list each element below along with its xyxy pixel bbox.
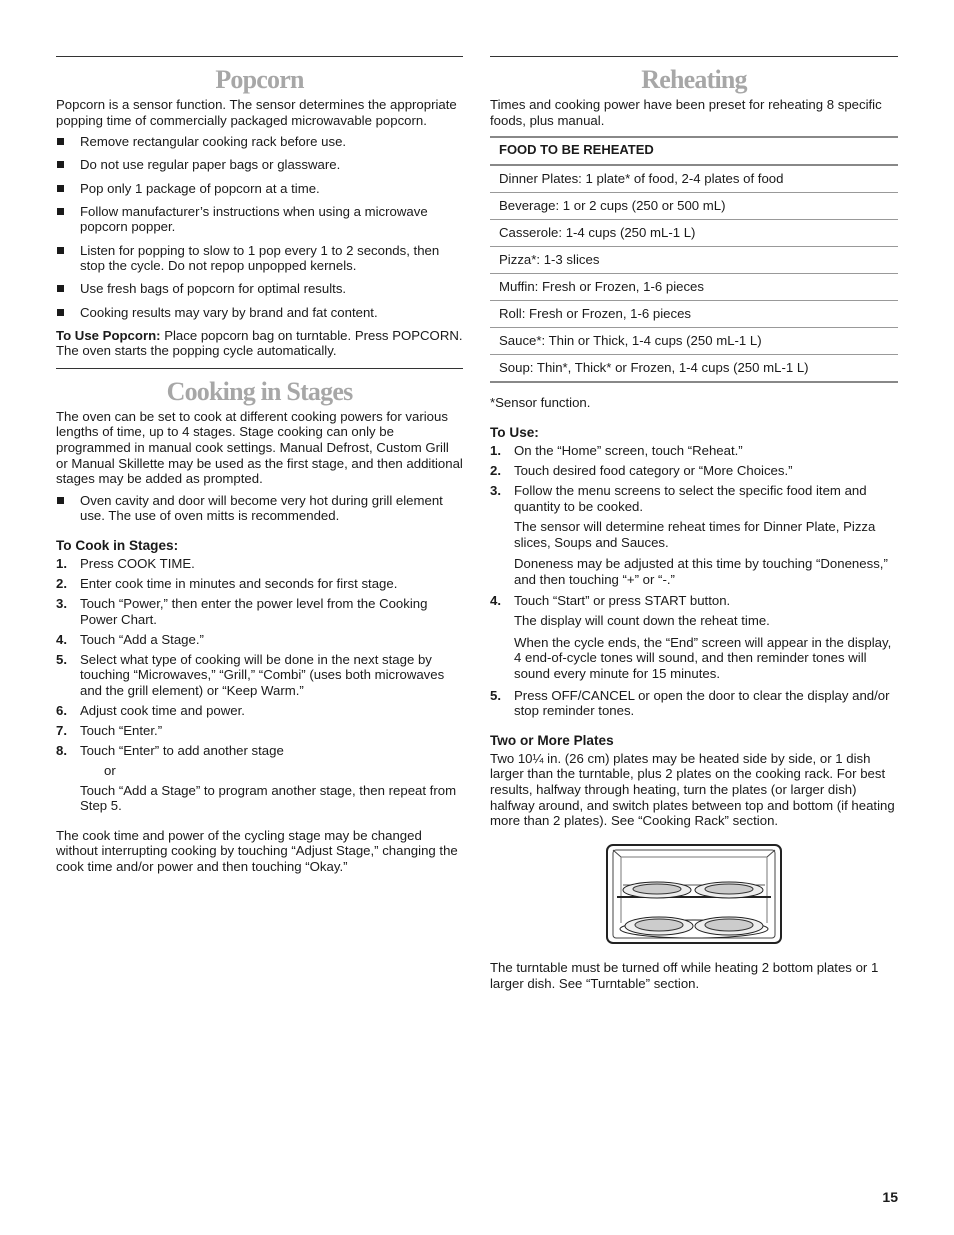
section-rule: [56, 368, 463, 369]
bullet-item: Oven cavity and door will become very hot during grill element use. The use of oven mitts is recommended.: [56, 493, 463, 524]
popcorn-title: Popcorn: [215, 65, 304, 94]
page-number: 15: [882, 1189, 898, 1205]
popcorn-use: [56, 328, 463, 359]
popcorn-use-label: To Use Popcorn:: [56, 327, 161, 343]
stages-title: Cooking in Stages: [166, 376, 353, 406]
plates-heading: Two or More Plates: [490, 732, 614, 748]
popcorn-intro: Popcorn is a sensor function. The sensor determines the appropriate popping time of commercially packaged microwavable popcorn.: [56, 97, 457, 128]
table-row: Sauce*: Thin or Thick, 1-4 cups (250 mL-1 L): [490, 327, 898, 354]
stages-heading: To Cook in Stages:: [56, 538, 179, 554]
table-row: Pizza*: 1-3 slices: [490, 246, 898, 273]
stages-steps: [56, 556, 463, 758]
reheating-intro: Times and cooking power have been preset for reheating 8 specific foods, plus manual.: [490, 97, 882, 128]
table-row: Casserole: 1-4 cups (250 mL-1 L): [490, 219, 898, 246]
oven-rack-illustration: [490, 843, 898, 949]
step-item: 3. Touch “Power,” then enter the power level from the Cooking Power Chart.: [56, 596, 428, 627]
stages-bullets: [56, 493, 463, 524]
turntable-note: The turntable must be turned off while heating 2 bottom plates or 1 larger dish. See “Turntable” section.: [490, 960, 879, 991]
bullet-item: Cooking results may vary by brand and fat content.: [56, 305, 463, 321]
table-row: Roll: Fresh or Frozen, 1-6 pieces: [490, 300, 898, 327]
reheat-steps: [490, 443, 898, 514]
reheating-title: Reheating: [641, 65, 747, 94]
section-rule: [490, 56, 898, 57]
step-item: 2. Enter cook time in minutes and seconds for first stage.: [56, 576, 398, 592]
bullet-item: Follow manufacturer’s instructions when using a microwave popcorn popper.: [56, 204, 463, 235]
bullet-item: Listen for popping to slow to 1 pop every 1 to 2 seconds, then stop the cycle. Do not repop unpopped kernels.: [56, 243, 463, 274]
step-item: 6. Adjust cook time and power.: [56, 702, 245, 718]
plates-text: Two 10¼ in. (26 cm) plates may be heated side by side, or 1 dish larger than the turntable, plus 2 plates on the cooking rack. For best results, halfway through heating, turn the plates (or larger dish) halfway around, and switch plates between top and bottom (if heating more than 2 plates). See “Cooking Rack” section.: [490, 750, 895, 829]
step-item: 4. Touch “Start” or press START button.: [490, 593, 731, 609]
step-item: 5. Select what type of cooking will be done in the next stage by touching “Microwaves,” “Grill,” “Combi” (uses both microwaves and the grill element) or “Keep Warm.”: [56, 651, 445, 698]
step-item: 3. Follow the menu screens to select the specific food item and quantity to be cooked.: [490, 483, 867, 514]
step-note: The sensor will determine reheat times for Dinner Plate, Pizza slices, Soups and Sauces.: [514, 518, 876, 550]
stages-closing: The cook time and power of the cycling stage may be changed without interrupting cooking by touching “Adjust Stage,” changing the cook time and/or power and then touching “Okay.”: [56, 827, 458, 875]
reheat-steps-cont: [490, 593, 898, 609]
popcorn-use-text: Place popcorn bag on turntable. Press POPCORN. The oven starts the popping cycle automatically.: [56, 327, 463, 359]
step-item: 1. Press COOK TIME.: [56, 556, 195, 572]
step-item: 5. Press OFF/CANCEL or open the door to clear the display and/or stop reminder tones.: [490, 687, 890, 719]
table-row: Muffin: Fresh or Frozen, 1-6 pieces: [490, 273, 898, 300]
step-note: When the cycle ends, the “End” screen will appear in the display, 4 end-of-cycle tones will sound, and then reminder tones will sound every minute for 15 minutes.: [514, 634, 892, 682]
sensor-footnote: *Sensor function.: [490, 394, 591, 410]
left-column: [56, 56, 463, 875]
step-item: 2. Touch desired food category or “More Choices.”: [490, 463, 793, 479]
step-item: 4. Touch “Add a Stage.”: [56, 631, 204, 647]
step-note: Doneness may be adjusted at this time by touching “Doneness,” and then touching “+” or “-.”: [514, 556, 888, 587]
bullet-item: Use fresh bags of popcorn for optimal results.: [56, 281, 463, 297]
step-item: 1. On the “Home” screen, touch “Reheat.”: [490, 443, 743, 459]
reheat-steps-end: [490, 688, 898, 719]
reheat-table: [490, 136, 898, 383]
popcorn-bullets: [56, 134, 463, 320]
table-row: Soup: Thin*, Thick* or Frozen, 1-4 cups (250 mL-1 L): [490, 354, 898, 382]
oven-plates-icon: [605, 843, 783, 945]
step-item: 7. Touch “Enter.”: [56, 722, 163, 738]
reheat-table-header: FOOD TO BE REHEATED: [490, 137, 898, 165]
stages-intro: The oven can be set to cook at different cooking powers for various lengths of time, up to 4 stages. Stage cooking can only be programmed in manual cook settings. Manual Defrost, Custom Grill or Manual Skillette may be used as the first stage, and then additional stages may be added as prompted.: [56, 408, 463, 487]
step-item: 8. Touch “Enter” to add another stage: [56, 742, 284, 758]
section-rule: [56, 56, 463, 57]
reheat-use-heading: To Use:: [490, 425, 539, 441]
bullet-item: Do not use regular paper bags or glassware.: [56, 157, 463, 173]
step-or: or: [104, 762, 116, 778]
bullet-item: Pop only 1 package of popcorn at a time.: [56, 181, 463, 197]
step8-alt: Touch “Add a Stage” to program another stage, then repeat from Step 5.: [80, 782, 457, 814]
bullet-item: Remove rectangular cooking rack before use.: [56, 134, 463, 150]
right-column: [490, 56, 898, 992]
step-note: The display will count down the reheat time.: [514, 613, 770, 629]
table-row: Beverage: 1 or 2 cups (250 or 500 mL): [490, 192, 898, 219]
table-row: Dinner Plates: 1 plate* of food, 2-4 plates of food: [490, 165, 898, 193]
